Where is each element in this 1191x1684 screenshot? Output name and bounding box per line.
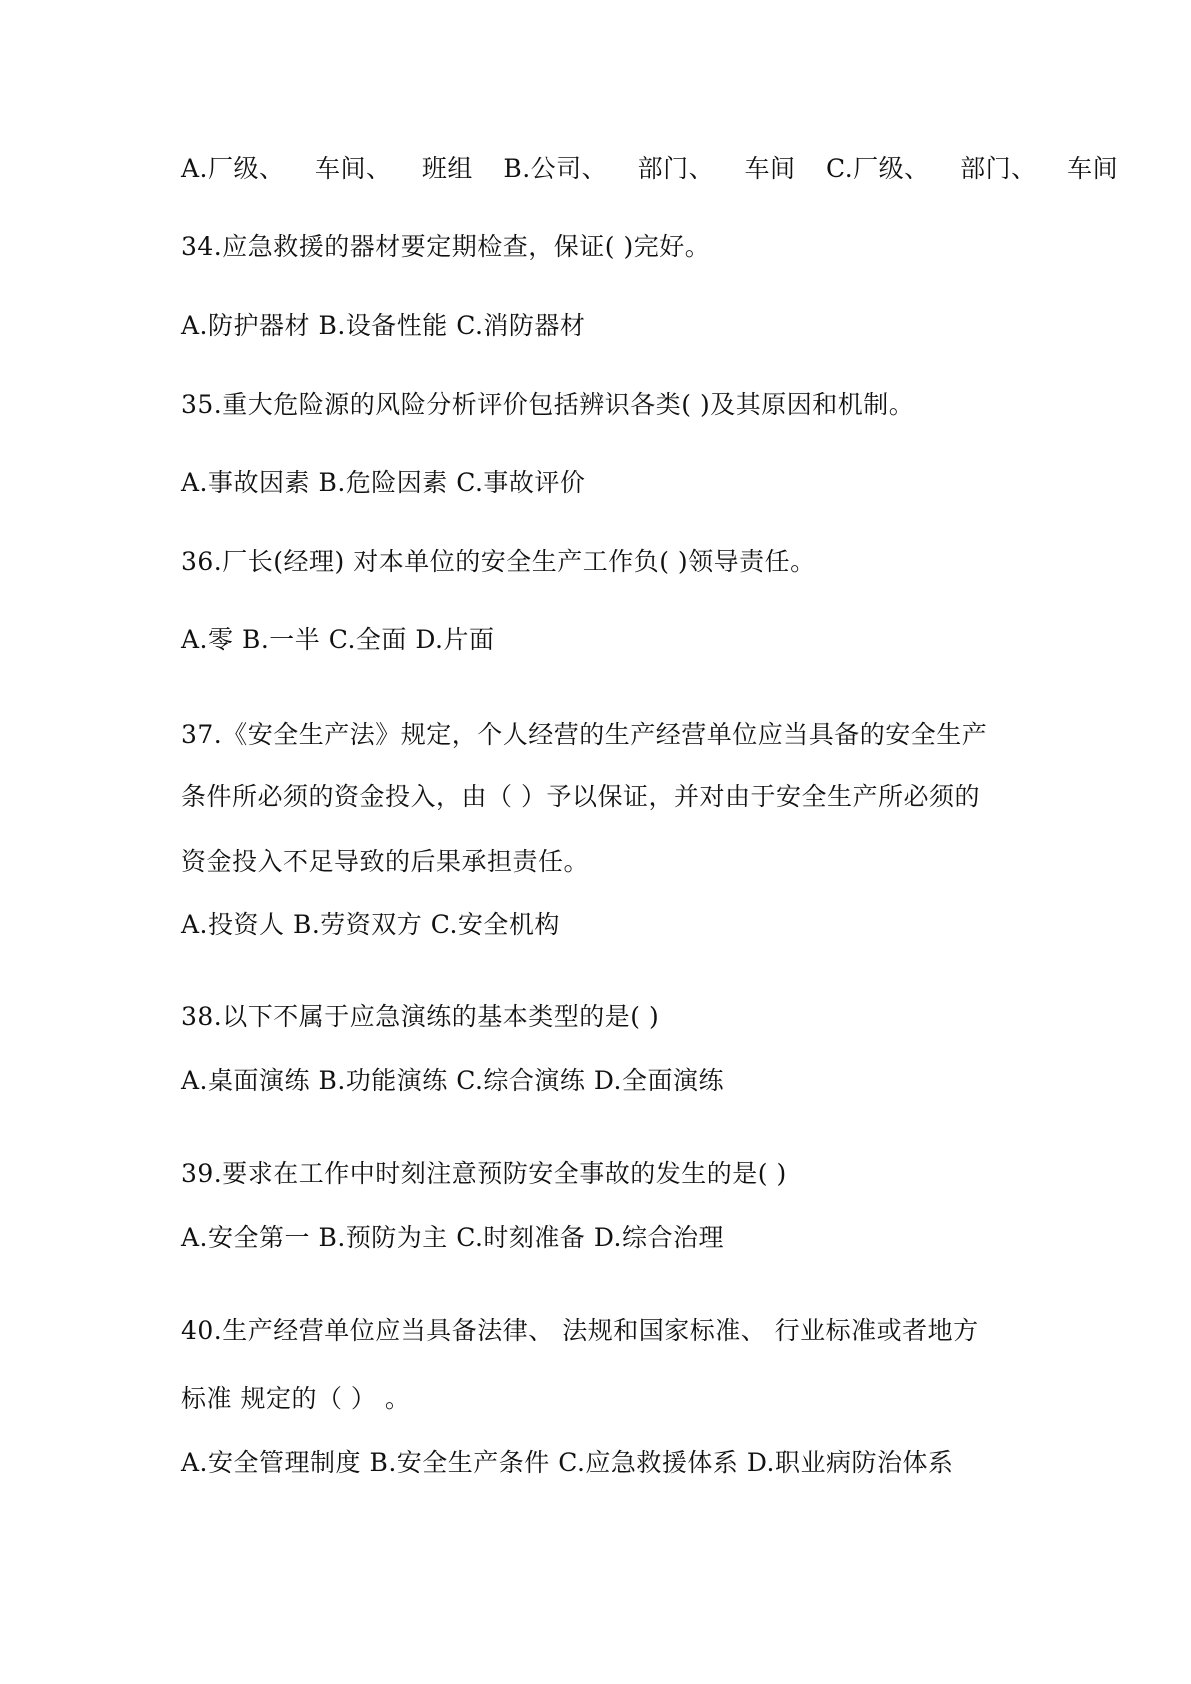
q40-options: A.安全管理制度 B.安全生产条件 C.应急救援体系 D.职业病防治体系 bbox=[181, 1448, 954, 1477]
q35-options: A.事故因素 B.危险因素 C.事故评价 bbox=[181, 468, 586, 497]
q40-question-line1: 40.生产经营单位应当具备法律、 法规和国家标准、 行业标准或者地方 bbox=[181, 1316, 979, 1345]
q39-options: A.安全第一 B.预防为主 C.时刻准备 D.综合治理 bbox=[181, 1223, 724, 1252]
q33-options: A.厂级、 车间、 班组 B.公司、 部门、 车间 C.厂级、 部门、 车间 bbox=[181, 154, 1119, 183]
q34-options: A.防护器材 B.设备性能 C.消防器材 bbox=[181, 311, 586, 340]
q36-options: A.零 B.一半 C.全面 D.片面 bbox=[181, 625, 495, 654]
q37-question-line3: 资金投入不足导致的后果承担责任。 bbox=[181, 847, 590, 876]
q40-question-line2: 标准 规定的（ ） 。 bbox=[181, 1384, 411, 1413]
q38-question: 38.以下不属于应急演练的基本类型的是( ) bbox=[181, 1002, 660, 1031]
q39-question: 39.要求在工作中时刻注意预防安全事故的发生的是( ) bbox=[181, 1159, 787, 1188]
q38-options: A.桌面演练 B.功能演练 C.综合演练 D.全面演练 bbox=[181, 1066, 724, 1095]
q37-question-line2: 条件所必须的资金投入，由（ ）予以保证，并对由于安全生产所必须的 bbox=[181, 782, 980, 811]
q36-question: 36.厂长(经理) 对本单位的安全生产工作负( )领导责任。 bbox=[181, 547, 816, 576]
q34-question: 34.应急救援的器材要定期检查，保证( )完好。 bbox=[181, 232, 711, 261]
q37-question-line1: 37.《安全生产法》规定，个人经营的生产经营单位应当具备的安全生产 bbox=[181, 720, 988, 749]
q35-question: 35.重大危险源的风险分析评价包括辨识各类( )及其原因和机制。 bbox=[181, 390, 915, 419]
q37-options: A.投资人 B.劳资双方 C.安全机构 bbox=[181, 910, 560, 939]
